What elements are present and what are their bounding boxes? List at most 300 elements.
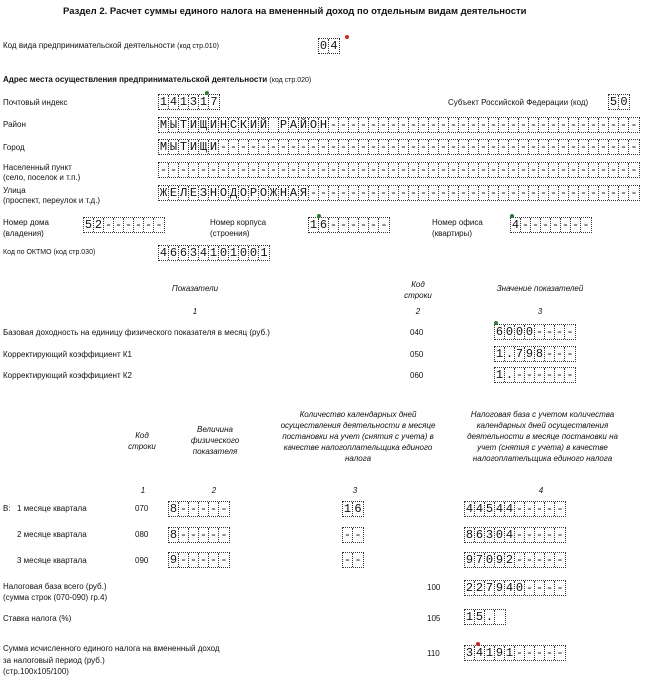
baza-090-field[interactable] [464, 552, 566, 568]
summa-label-formula: (стр.100х105/100) [3, 667, 69, 676]
char-cell: 6 [179, 246, 188, 260]
t2-header-kod: Код [135, 431, 149, 440]
char-cell: - [155, 218, 163, 232]
char-cell: - [556, 502, 564, 516]
char-cell: - [169, 163, 178, 177]
char-cell: - [144, 218, 153, 232]
char-cell: - [459, 118, 468, 132]
char-cell: - [545, 646, 554, 660]
char-cell: - [566, 325, 574, 339]
char-cell: - [329, 118, 338, 132]
char-cell: 8 [169, 528, 178, 542]
char-cell: 9 [495, 553, 504, 567]
char-cell: Й [299, 118, 308, 132]
char-cell: . [505, 347, 514, 361]
char-cell: - [525, 646, 534, 660]
t2-header-dni-5: налога [344, 454, 372, 463]
char-cell: 2 [505, 553, 514, 567]
char-cell: - [569, 140, 578, 154]
char-cell: Р [249, 186, 258, 200]
char-cell: - [509, 140, 518, 154]
char-cell: И [189, 140, 198, 154]
char-cell: 0 [249, 246, 258, 260]
char-cell: - [535, 528, 544, 542]
char-cell: Л [179, 186, 188, 200]
char-cell: - [549, 186, 558, 200]
char-cell: - [349, 118, 358, 132]
char-cell: 4 [199, 246, 208, 260]
ulica-field[interactable] [158, 185, 640, 201]
char-cell: - [419, 186, 428, 200]
ofis-label: Номер офиса [432, 218, 483, 227]
char-cell: - [449, 118, 458, 132]
char-cell: - [104, 218, 113, 232]
postal-label: Почтовый индекс [3, 98, 68, 107]
char-cell: - [189, 528, 198, 542]
char-cell: - [219, 140, 228, 154]
char-cell: Е [189, 186, 198, 200]
char-cell: - [579, 163, 588, 177]
char-cell: - [609, 163, 618, 177]
oktmo-field[interactable] [158, 245, 270, 261]
char-cell: Щ [199, 118, 208, 132]
char-cell: - [359, 118, 368, 132]
char-cell: - [525, 502, 534, 516]
char-cell: - [555, 325, 564, 339]
t1-row-code: 050 [410, 350, 424, 359]
char-cell: - [559, 163, 568, 177]
char-cell: - [179, 163, 188, 177]
char-cell: - [559, 118, 568, 132]
char-cell: - [319, 163, 328, 177]
char-cell: - [579, 186, 588, 200]
marker-dot [476, 642, 480, 646]
char-cell: И [209, 118, 218, 132]
t2-header-dni-4: качестве налогоплательщика единого [283, 443, 433, 452]
char-cell: - [589, 186, 598, 200]
char-cell: - [515, 553, 524, 567]
char-cell: - [489, 118, 498, 132]
char-cell: - [379, 140, 388, 154]
stavka-field[interactable] [464, 609, 506, 625]
char-cell: - [359, 218, 368, 232]
char-cell: - [599, 140, 608, 154]
char-cell: - [525, 553, 534, 567]
char-cell: - [279, 163, 288, 177]
char-cell: - [599, 186, 608, 200]
char-cell: - [539, 118, 548, 132]
char-cell: - [525, 368, 534, 382]
k2-field[interactable] [494, 367, 576, 383]
char-cell: - [399, 118, 408, 132]
char-cell: 7 [210, 95, 218, 109]
t1-row-code: 040 [410, 328, 424, 337]
char-cell: - [199, 163, 208, 177]
char-cell: - [359, 140, 368, 154]
char-cell: - [599, 118, 608, 132]
char-cell: - [239, 140, 248, 154]
char-cell: - [429, 118, 438, 132]
char-cell: 2 [475, 581, 484, 595]
char-cell: 9 [495, 581, 504, 595]
char-cell: - [269, 140, 278, 154]
char-cell: - [419, 118, 428, 132]
baza-070-field[interactable] [464, 501, 566, 517]
stavka-code: 105 [427, 614, 441, 623]
char-cell: 1 [159, 95, 168, 109]
char-cell: 8 [465, 528, 474, 542]
char-cell: - [579, 118, 588, 132]
char-cell: - [515, 368, 524, 382]
char-cell: А [289, 118, 298, 132]
raion-field[interactable] [158, 117, 640, 133]
ofis-label-sub: (квартиры) [432, 229, 473, 238]
char-cell: Н [319, 118, 328, 132]
char-cell: - [279, 140, 288, 154]
char-cell: 4 [330, 39, 338, 53]
char-cell: - [359, 163, 368, 177]
char-cell: - [309, 186, 318, 200]
char-cell: 5 [84, 218, 93, 232]
char-cell: - [439, 163, 448, 177]
char-cell: 1 [505, 646, 514, 660]
subject-label: Субъект Российской Федерации (код) [448, 98, 589, 107]
char-cell: - [556, 646, 564, 660]
t2-header-dni-2: осуществления деятельности в месяце [280, 421, 436, 430]
char-cell: - [559, 186, 568, 200]
char-cell: - [519, 140, 528, 154]
char-cell: - [545, 347, 554, 361]
char-cell: - [535, 368, 544, 382]
char-cell: - [209, 163, 218, 177]
char-cell: М [159, 118, 168, 132]
char-cell: - [630, 186, 638, 200]
char-cell: 0 [505, 325, 514, 339]
char-cell: - [535, 502, 544, 516]
char-cell: - [545, 553, 554, 567]
char-cell: - [189, 502, 198, 516]
char-cell: - [349, 163, 358, 177]
char-cell: - [439, 140, 448, 154]
bazovaya-field[interactable] [494, 324, 576, 340]
t1-row-label: Корректирующий коэффициент К2 [3, 371, 132, 380]
char-cell: 4 [505, 528, 514, 542]
t2-header-stroki: строки [128, 442, 156, 451]
fiz-090-field[interactable] [168, 552, 230, 568]
baza-080-field[interactable] [464, 527, 566, 543]
char-cell: Н [279, 186, 288, 200]
char-cell: - [199, 502, 208, 516]
char-cell: - [259, 163, 268, 177]
t2-header-baza-1: Налоговая база с учетом количества [470, 410, 615, 419]
char-cell: - [566, 347, 574, 361]
char-cell: Т [179, 118, 188, 132]
char-cell: - [343, 528, 352, 542]
t1-colnum-3: 3 [537, 307, 543, 316]
korpus-label-sub: (строения) [210, 229, 250, 238]
char-cell: - [399, 140, 408, 154]
char-cell: 7 [515, 347, 524, 361]
char-cell: - [525, 581, 534, 595]
char-cell: 4 [511, 218, 520, 232]
char-cell: - [349, 140, 358, 154]
char-cell: - [114, 218, 123, 232]
t2-header-fiz-2: физического [190, 436, 240, 445]
char-cell: - [556, 581, 564, 595]
char-cell: - [209, 528, 218, 542]
t1-colnum-2: 2 [415, 307, 421, 316]
v-prefix: В: [3, 504, 11, 513]
char-cell: 7 [475, 553, 484, 567]
fiz-070-field[interactable] [168, 501, 230, 517]
t2-colnum-4: 4 [538, 486, 544, 495]
char-cell: - [499, 140, 508, 154]
dni-090-field[interactable] [342, 552, 364, 568]
char-cell: - [289, 140, 298, 154]
char-cell: - [499, 186, 508, 200]
char-cell: Н [219, 118, 228, 132]
punkt-field[interactable] [158, 162, 640, 178]
char-cell: - [571, 218, 580, 232]
char-cell: - [609, 140, 618, 154]
char-cell: 7 [485, 581, 494, 595]
t1-row-code: 060 [410, 371, 424, 380]
dom-field[interactable] [83, 217, 165, 233]
char-cell: Ж [159, 186, 168, 200]
char-cell: 9 [525, 347, 534, 361]
char-cell: - [429, 186, 438, 200]
char-cell: - [134, 218, 143, 232]
char-cell: - [449, 140, 458, 154]
char-cell: - [229, 140, 238, 154]
korpus-label: Номер корпуса [210, 218, 267, 227]
summa-code: 110 [427, 649, 440, 658]
char-cell: - [459, 140, 468, 154]
baza-total-label: Налоговая база всего (руб.) [3, 582, 107, 591]
char-cell: - [439, 118, 448, 132]
char-cell: 0 [495, 528, 504, 542]
t1-row-label: Корректирующий коэффициент К1 [3, 350, 132, 359]
char-cell: - [429, 163, 438, 177]
char-cell: Д [229, 186, 238, 200]
baza-total-field[interactable] [464, 580, 566, 596]
char-cell: 3 [189, 95, 198, 109]
char-cell: 5 [609, 95, 618, 109]
char-cell: - [521, 218, 530, 232]
char-cell: - [229, 163, 238, 177]
char-cell: 9 [465, 553, 474, 567]
char-cell: - [209, 502, 218, 516]
char-cell: - [545, 528, 554, 542]
fiz-080-field[interactable] [168, 527, 230, 543]
t2-header-baza-5: налогоплательщика единого налога [472, 454, 613, 463]
char-cell: - [479, 163, 488, 177]
char-cell: - [479, 118, 488, 132]
char-cell: - [509, 118, 518, 132]
char-cell: - [299, 140, 308, 154]
char-cell: - [556, 528, 564, 542]
raion-label: Район [3, 120, 26, 129]
marker-dot [510, 214, 514, 218]
char-cell: 6 [495, 325, 504, 339]
marker-dot [494, 321, 498, 325]
t1-header-kod: Код [411, 280, 425, 289]
postal-field[interactable] [158, 94, 220, 110]
char-cell: - [579, 140, 588, 154]
char-cell: - [409, 140, 418, 154]
char-cell: - [589, 140, 598, 154]
char-cell: 0 [319, 39, 328, 53]
char-cell: 6 [475, 528, 484, 542]
char-cell: - [529, 140, 538, 154]
section-title: Раздел 2. Расчет суммы единого налога на вмененный доход по отдельным видам деятельности [63, 6, 527, 17]
char-cell: - [329, 218, 338, 232]
char-cell: 1 [309, 218, 318, 232]
char-cell: Р [279, 118, 288, 132]
char-cell: Е [169, 186, 178, 200]
char-cell: - [489, 186, 498, 200]
char-cell: - [349, 186, 358, 200]
char-cell: - [179, 553, 188, 567]
char-cell: Й [259, 118, 268, 132]
char-cell: - [220, 502, 228, 516]
char-cell: 5 [475, 610, 484, 624]
char-cell: - [329, 140, 338, 154]
char-cell: - [419, 163, 428, 177]
char-cell: 4 [475, 502, 484, 516]
kod-vida-label: Код вида предпринимательской деятельности (код стр.010) [3, 41, 219, 50]
char-cell [495, 610, 505, 624]
char-cell: - [199, 528, 208, 542]
char-cell: - [439, 186, 448, 200]
k1-field[interactable] [494, 346, 576, 362]
char-cell: - [309, 163, 318, 177]
marker-dot [317, 214, 321, 218]
char-cell: Ы [169, 118, 178, 132]
char-cell: - [219, 163, 228, 177]
char-cell: - [545, 325, 554, 339]
kod-vida-field[interactable] [318, 38, 340, 54]
t2-colnum-1: 1 [140, 486, 146, 495]
char-cell: - [515, 646, 524, 660]
marker-dot [345, 35, 349, 39]
char-cell: 3 [189, 246, 198, 260]
gorod-field[interactable] [158, 139, 640, 155]
char-cell: - [380, 218, 388, 232]
char-cell: - [343, 553, 352, 567]
char-cell: 3 [465, 646, 474, 660]
char-cell: - [389, 140, 398, 154]
char-cell: 9 [169, 553, 178, 567]
char-cell: - [259, 140, 268, 154]
char-cell: - [541, 218, 550, 232]
baza-total-label-sub: (сумма строк (070-090) гр.4) [3, 593, 108, 602]
char-cell: 4 [465, 502, 474, 516]
char-cell: - [499, 163, 508, 177]
t2-row-label: 1 месяце квартала [17, 504, 87, 513]
punkt-label: Населенный пункт [3, 163, 72, 172]
char-cell: М [159, 140, 168, 154]
char-cell: - [449, 186, 458, 200]
char-cell: 4 [505, 502, 514, 516]
char-cell: - [469, 140, 478, 154]
char-cell: - [239, 163, 248, 177]
char-cell: О [309, 118, 318, 132]
char-cell: - [529, 118, 538, 132]
char-cell: - [619, 163, 628, 177]
char-cell: - [545, 368, 554, 382]
char-cell: - [459, 163, 468, 177]
char-cell: - [369, 163, 378, 177]
char-cell: - [469, 163, 478, 177]
char-cell: . [485, 610, 494, 624]
dni-080-field[interactable] [342, 527, 364, 543]
char-cell: 5 [485, 502, 494, 516]
char-cell: - [159, 163, 168, 177]
char-cell: К [239, 118, 248, 132]
char-cell: 0 [485, 553, 494, 567]
char-cell: - [429, 140, 438, 154]
char-cell: - [589, 118, 598, 132]
char-cell: - [399, 186, 408, 200]
char-cell: 1 [343, 502, 352, 516]
char-cell: - [389, 163, 398, 177]
char-cell: 0 [525, 325, 534, 339]
char-cell: - [289, 163, 298, 177]
char-cell: - [630, 118, 638, 132]
char-cell: - [489, 140, 498, 154]
char-cell: 2 [94, 218, 103, 232]
char-cell: - [599, 163, 608, 177]
char-cell: О [239, 186, 248, 200]
char-cell: - [549, 118, 558, 132]
dni-070-field[interactable] [342, 501, 364, 517]
char-cell: - [529, 186, 538, 200]
char-cell: И [189, 118, 198, 132]
punkt-label-sub: (село, поселок и т.п.) [3, 173, 81, 182]
char-cell: - [220, 553, 228, 567]
gorod-label: Город [3, 143, 25, 152]
t2-row-code: 070 [135, 504, 149, 513]
char-cell: 0 [620, 95, 628, 109]
char-cell: - [179, 502, 188, 516]
char-cell: - [630, 163, 638, 177]
char-cell: - [545, 502, 554, 516]
char-cell: 3 [485, 528, 494, 542]
char-cell: - [509, 163, 518, 177]
summa-field[interactable] [464, 645, 566, 661]
char-cell: - [329, 163, 338, 177]
t2-row-code: 080 [135, 530, 149, 539]
t2-row-code: 090 [135, 556, 149, 565]
char-cell: 4 [505, 581, 514, 595]
dom-label-sub: (владения) [3, 229, 44, 238]
char-cell: 1 [495, 368, 504, 382]
char-cell: - [469, 186, 478, 200]
korpus-field[interactable] [308, 217, 390, 233]
summa-label: Сумма исчисленного единого налога на вмененный доход [3, 644, 220, 653]
ofis-field[interactable] [510, 217, 592, 233]
char-cell: - [309, 140, 318, 154]
oktmo-label: Код по ОКТМО (код стр.030) [3, 249, 96, 256]
char-cell: - [566, 368, 574, 382]
t2-header-baza-2: календарных дней осуществления [476, 421, 609, 430]
char-cell: - [349, 218, 358, 232]
subject-field[interactable] [608, 94, 630, 110]
char-cell: Ы [169, 140, 178, 154]
char-cell: - [535, 325, 544, 339]
char-cell: - [339, 218, 348, 232]
